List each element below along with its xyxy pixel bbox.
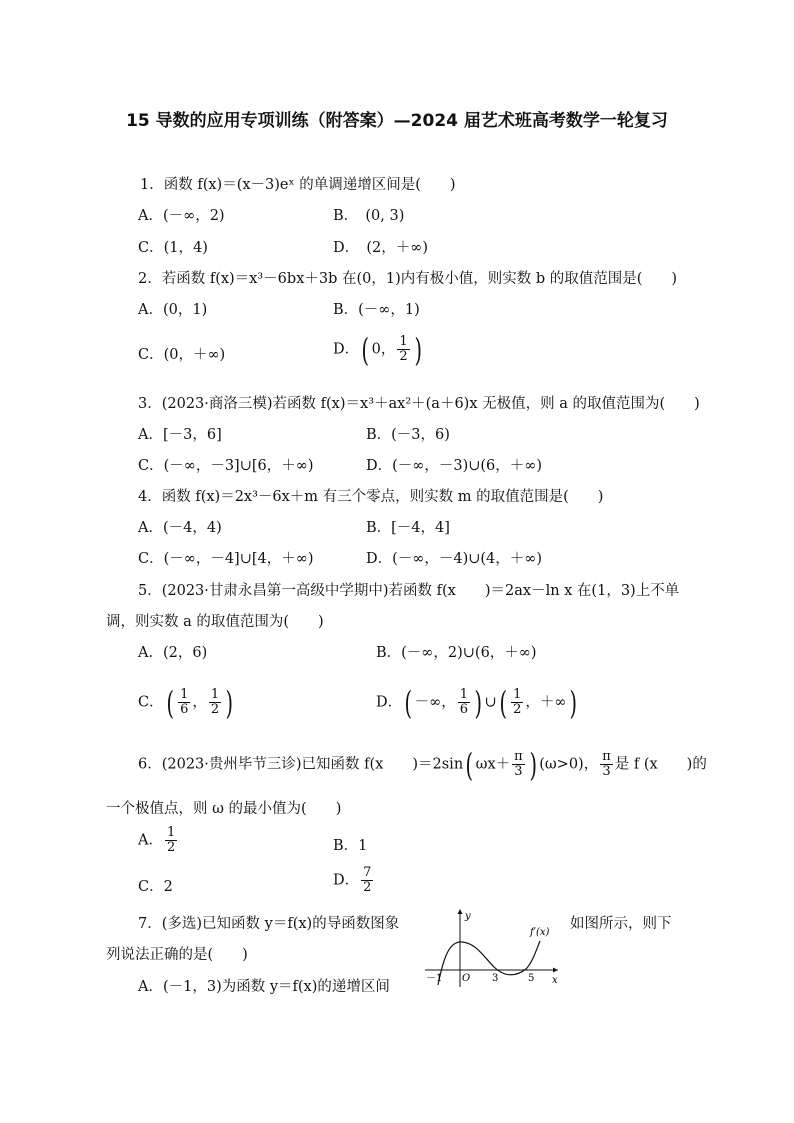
fraction-denominator: 3 xyxy=(514,764,523,779)
fraction-numerator: 1 xyxy=(513,687,522,702)
x-axis-label: x xyxy=(552,975,558,986)
question-7-option-a: A．(－1，3)为函数 y＝f(x)的递增区间 xyxy=(138,979,390,995)
fraction xyxy=(458,688,470,717)
fraction-denominator: 2 xyxy=(363,880,372,895)
fraction-numerator: π xyxy=(514,749,523,764)
question-2-option-c: C．(0，＋∞) xyxy=(138,347,226,363)
fraction-numerator: 1 xyxy=(166,825,176,840)
fraction xyxy=(209,688,221,717)
fraction xyxy=(600,750,613,779)
interval-left: －∞， xyxy=(414,694,456,711)
fraction-denominator: 2 xyxy=(399,349,408,364)
fraction-numerator: 1 xyxy=(180,687,189,702)
omega-x: ωx＋ xyxy=(475,756,511,773)
option-label: A． xyxy=(138,832,163,849)
question-1-option-c: C．(1，4) xyxy=(138,240,208,256)
question-3-stem: 3．(2023·商洛三模)若函数 f(x)＝x³＋ax²＋(a＋6)x 无极值，则 a 的取值范围为( ) xyxy=(138,396,700,412)
question-2-option-d: D．( 0， $\frac{1}{2}$ ) xyxy=(333,330,422,369)
question-4-stem: 4．函数 f(x)＝2x³－6x＋m 有三个零点，则实数 m 的取值范围是( ) xyxy=(138,489,604,505)
question-3-option-a: A．[－3，6] xyxy=(138,427,222,443)
fraction-denominator: 6 xyxy=(459,702,468,717)
union-symbol: ∪ xyxy=(484,694,497,711)
interval-left: 0， xyxy=(371,341,396,358)
question-6-option-c: C．2 xyxy=(138,879,173,895)
tick-label-neg1: －1 xyxy=(426,973,443,984)
question-7-stem-left: 7．(多选)已知函数 y＝f(x)的导函数图象 xyxy=(138,916,400,932)
fraction xyxy=(361,866,373,895)
question-1-option-a: A．(－∞，2) xyxy=(138,208,225,224)
question-4-option-c: C．(－∞，－4]∪[4，＋∞) xyxy=(138,551,314,567)
question-5-option-d: D．( －∞， $\frac{1}{6}$ ) ∪( $\frac{1}{2}$ ，＋∞) xyxy=(376,683,577,722)
question-6-stem-mid: (ω>0)， xyxy=(539,756,599,773)
page-title: 15 导数的应用专项训练（附答案）—2024 届艺术班高考数学一轮复习 xyxy=(126,111,668,131)
y-axis-label: y xyxy=(465,911,471,922)
fraction-numerator: π xyxy=(602,749,611,764)
question-6-stem-pre: 6．(2023·贵州毕节三诊)已知函数 f(x )＝2sin xyxy=(138,756,464,773)
question-6-stem-post: 是 f (x )的 xyxy=(614,756,707,773)
fraction xyxy=(165,826,177,855)
question-1-stem: 1．函数 f(x)＝(x－3)eˣ 的单调递增区间是( ) xyxy=(140,177,456,193)
question-6-option-d xyxy=(333,866,375,895)
question-4-option-b: B．[－4，4] xyxy=(366,520,450,536)
option-label: D． xyxy=(333,872,360,889)
origin-label: O xyxy=(462,973,471,984)
question-5-option-a: A．(2，6) xyxy=(138,645,208,661)
question-1-option-d: D． (2，＋∞) xyxy=(333,240,428,256)
fraction-denominator: 2 xyxy=(166,840,176,855)
question-3-option-d: D．(－∞，－3)∪(6，＋∞) xyxy=(366,458,543,474)
question-3-option-b: B．(－3，6) xyxy=(366,427,450,443)
fraction-numerator: 1 xyxy=(399,334,408,349)
tick-label-3: 3 xyxy=(492,973,499,984)
question-4-option-a: A．(－4，4) xyxy=(138,520,222,536)
question-2-option-b: B．(－∞，1) xyxy=(333,302,420,318)
question-2-stem: 2．若函数 f(x)＝x³－6bx＋3b 在(0，1)内有极小值，则实数 b 的取值范围是( ) xyxy=(138,271,678,287)
fraction-numerator: 7 xyxy=(363,865,372,880)
y-axis-arrow-icon xyxy=(458,909,463,914)
question-5-stem-line-2: 调，则实数 a 的取值范围为( ) xyxy=(106,614,324,630)
curve-label: f′(x) xyxy=(530,927,550,938)
question-7-stem-line-2: 列说法正确的是( ) xyxy=(106,947,248,963)
option-label: C． xyxy=(138,694,164,711)
question-5-stem-line-1: 5．(2023·甘肃永昌第一高级中学期中)若函数 f(x )＝2ax－ln x 在(1，3)上不单 xyxy=(138,583,680,599)
question-7-stem-right: 如图所示，则下 xyxy=(570,916,672,932)
question-4-option-d: D．(－∞，－4)∪(4，＋∞) xyxy=(366,551,543,567)
question-5-option-c: C．( $\frac{1}{6}$ ， $\frac{1}{2}$ ) xyxy=(138,683,234,722)
fraction xyxy=(397,335,409,364)
x-axis-arrow-icon xyxy=(553,968,558,973)
tick-label-5: 5 xyxy=(528,973,535,984)
question-3-option-c: C．(－∞，－3]∪[6，＋∞) xyxy=(138,458,314,474)
question-6-option-a xyxy=(138,826,179,855)
question-2-option-a: A．(0，1) xyxy=(138,302,208,318)
option-label: D． xyxy=(333,341,360,358)
derivative-curve xyxy=(438,941,540,985)
question-6-option-b: B．1 xyxy=(333,838,368,854)
question-5-option-b: B．(－∞，2)∪(6，＋∞) xyxy=(376,645,537,661)
fraction xyxy=(512,750,525,779)
derivative-graph xyxy=(420,905,565,990)
question-1-option-b: B． (0, 3) xyxy=(333,208,405,224)
fraction-numerator: 1 xyxy=(459,687,468,702)
option-label: D． xyxy=(376,694,403,711)
fraction-numerator: 1 xyxy=(210,687,220,702)
fraction-denominator: 2 xyxy=(210,702,220,717)
fraction-denominator: 2 xyxy=(513,702,522,717)
interval-right: ，＋∞ xyxy=(525,694,567,711)
question-6-stem: 6．(2023·贵州毕节三诊)已知函数 f(x )＝2sin( ωx＋ $\frac{\pi}{3}$ ) (ω>0)， $\frac{\pi}{3}$ 是 f (x )的 xyxy=(138,745,707,784)
fraction-denominator: 6 xyxy=(180,702,189,717)
fraction xyxy=(178,688,190,717)
question-6-stem-line-2: 一个极值点，则 ω 的最小值为( ) xyxy=(106,801,342,817)
fraction xyxy=(511,688,523,717)
fraction-denominator: 3 xyxy=(602,764,611,779)
